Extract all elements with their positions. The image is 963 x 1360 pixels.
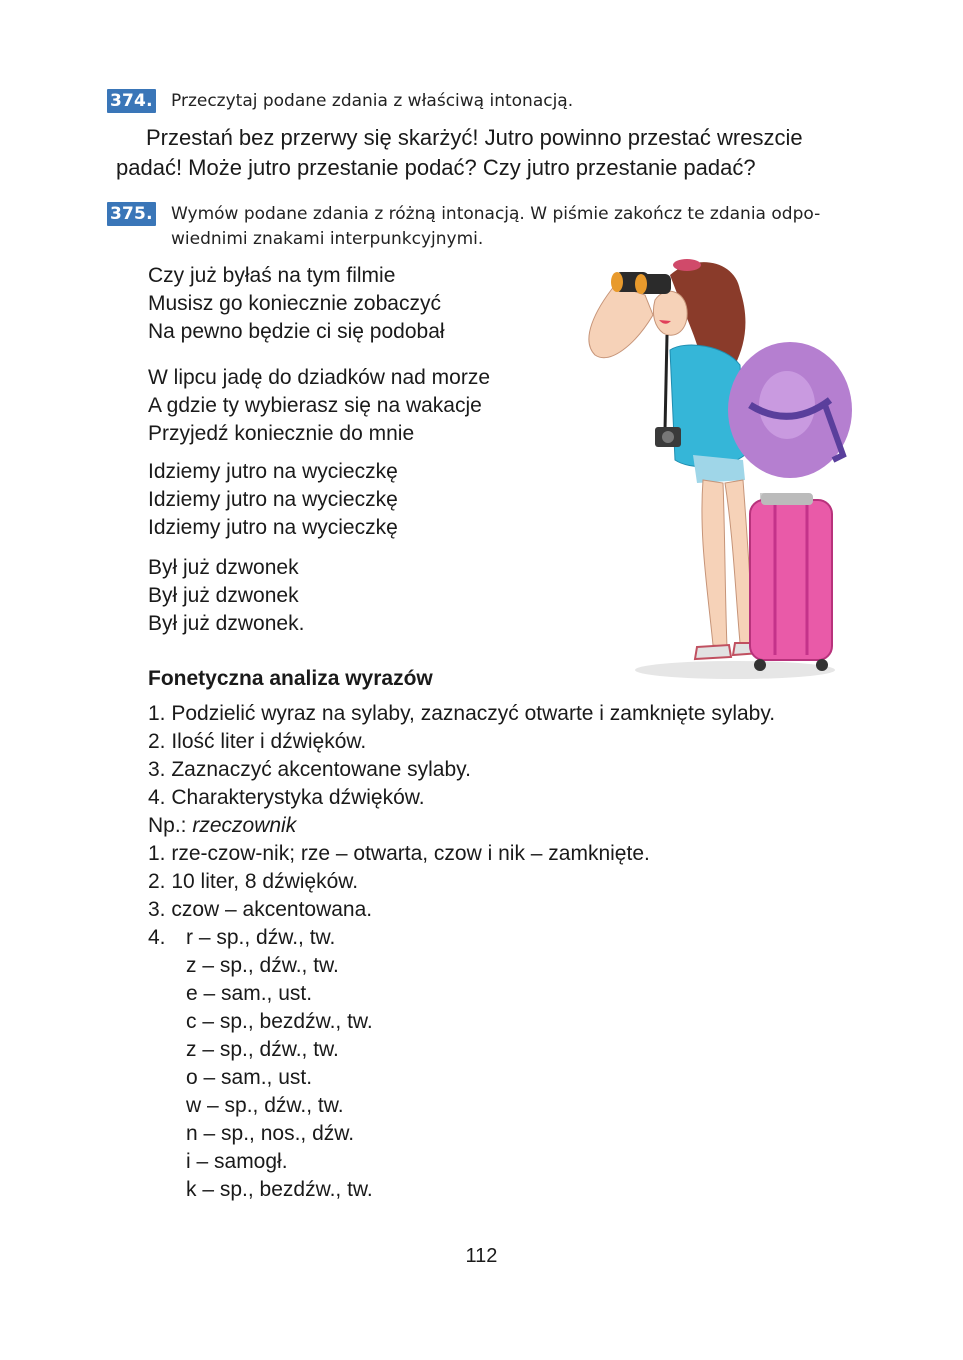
sentence: Musisz go koniecznie zobaczyć (148, 292, 441, 315)
suitcase-icon (750, 493, 832, 671)
sentence: Na pewno będzie ci się podobał (148, 320, 445, 343)
example-step: 2. 10 liter, 8 dźwięków. (148, 870, 359, 893)
example-step: 1. rze-czow-nik; rze – otwarta, czow i nik – zamknięte. (148, 842, 650, 865)
step: 4. Charakterystyka dźwięków. (148, 786, 425, 809)
example-prefix: Np.: (148, 814, 193, 837)
sound-item: i – samogł. (186, 1150, 288, 1173)
camera-strap (665, 335, 667, 430)
step: 1. Podzielić wyraz na sylaby, zaznaczyć otwarte i zamknięte sylaby. (148, 702, 776, 725)
example-word: rzeczownik (192, 814, 297, 837)
exercise-instruction-continued: wiednimi znakami interpunkcyjnymi. (171, 229, 484, 249)
exercise-number-badge: 374. (107, 89, 156, 113)
exercise-instruction: Przeczytaj podane zdania z właściwą intonacją. (171, 91, 574, 111)
sentence: Był już dzwonek (148, 584, 299, 607)
sentence-group (148, 262, 445, 346)
sentence-group (148, 458, 398, 542)
step: 3. Zaznaczyć akcentowane sylaby. (148, 758, 471, 781)
sound-item: w – sp., dźw., tw. (186, 1094, 344, 1117)
sound-item: z – sp., dźw., tw. (186, 954, 339, 977)
camera-icon (655, 427, 681, 447)
sentence: Przyjedź koniecznie do mnie (148, 422, 415, 445)
leg (725, 480, 753, 643)
sound-item: k – sp., bezdźw., tw. (186, 1178, 373, 1201)
section-heading: Fonetyczna analiza wyrazów (148, 667, 433, 690)
raised-arm (589, 285, 653, 358)
text-line: padać! Może jutro przestanie podać? Czy jutro przestanie padać? (116, 155, 756, 180)
sentence: W lipcu jadę do dziadków nad morze (148, 366, 491, 389)
binoculars-icon (611, 272, 671, 294)
sound-item: o – sam., ust. (186, 1066, 313, 1089)
text-line (116, 123, 876, 153)
sound-item: z – sp., dźw., tw. (186, 1038, 339, 1061)
sentence: Czy już byłaś na tym filmie (148, 264, 396, 287)
sentence: Idziemy jutro na wycieczkę (148, 516, 398, 539)
step: 2. Ilość liter i dźwięków. (148, 730, 367, 753)
text-line-content: Przestań bez przerwy się skarżyć! Jutro powinno przestać wreszcie (146, 125, 803, 150)
example-label (148, 812, 775, 840)
sound-item: r – sp., dźw., tw. (186, 926, 336, 949)
sentence: Był już dzwonek (148, 556, 299, 579)
sentence-group (148, 554, 304, 638)
exercise-instruction: Wymów podane zdania z różną intonacją. W piśmie zakończ te zdania odpo- (171, 204, 821, 224)
sunglasses (673, 259, 701, 271)
sentence-group (148, 364, 490, 448)
sounds-number: 4. (148, 926, 166, 949)
sentence: Idziemy jutro na wycieczkę (148, 488, 398, 511)
leg (702, 480, 727, 647)
sound-item: n – sp., nos., dźw. (186, 1122, 355, 1145)
sounds-list (186, 924, 373, 1204)
girl-with-suitcase-illustration (575, 255, 865, 690)
face (653, 291, 687, 335)
exercise-text (116, 123, 876, 183)
sun-hat-icon (728, 342, 852, 478)
shadow (635, 661, 835, 679)
sentence: A gdzie ty wybierasz się na wakacje (148, 394, 482, 417)
page-number: 112 (465, 1245, 498, 1267)
analysis-steps (148, 700, 775, 924)
shoe (695, 645, 731, 659)
sentence: Był już dzwonek. (148, 612, 305, 635)
sound-item: e – sam., ust. (186, 982, 313, 1005)
exercise-number-badge: 375. (107, 202, 156, 226)
sound-item: c – sp., bezdźw., tw. (186, 1010, 373, 1033)
sentence: Idziemy jutro na wycieczkę (148, 460, 398, 483)
example-step: 3. czow – akcentowana. (148, 898, 373, 921)
